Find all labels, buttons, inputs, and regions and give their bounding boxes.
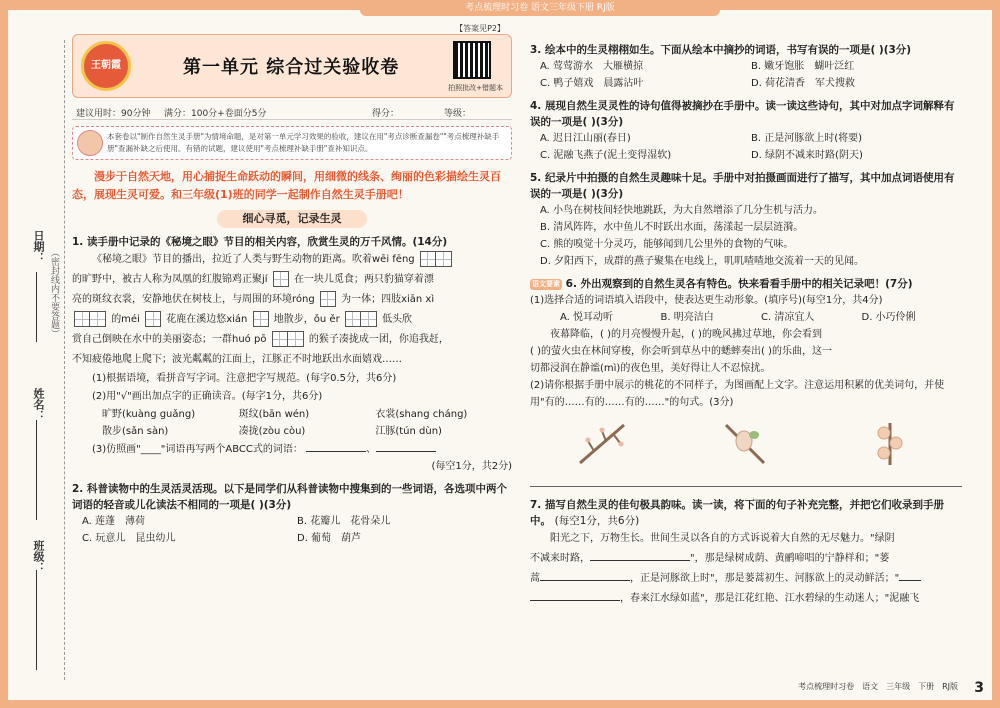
q1-sub-3-text: (3)仿照画"____"词语再写两个ABCC式的词语： xyxy=(92,444,303,455)
q1-readings xyxy=(72,423,512,440)
q1-text: 花鹿在溪边悠xián xyxy=(166,314,248,325)
name-line xyxy=(36,420,37,520)
q7-text: 蒿 xyxy=(530,573,540,584)
qr-code-icon[interactable] xyxy=(453,41,491,79)
answer-box[interactable] xyxy=(420,251,452,267)
blossom-half-open-icon xyxy=(720,419,772,467)
question-7-text: 7. 描写自然生灵的佳句极具韵味。读一读，将下面的句子补充完整，并把它们收录到手册中。 xyxy=(530,499,944,527)
intro-text: 本套卷以"制作自然生灵手册"为情境命题，是对第一单元学习效果的验收，建议在用"考点诊断查漏卷""考点梳理补缺手册"查漏补缺之后使用。有错的试题，建议使用"考点梳理补缺手册"查补知识点。 xyxy=(107,132,500,153)
option-a[interactable]: A. 迟日江山丽(春日) xyxy=(540,133,631,144)
q7-passage: 阳光之下，万物生长。世间生灵以各自的方式诉说着大自然的无尽魅力。"绿阴 xyxy=(550,533,895,544)
answer-line[interactable] xyxy=(530,473,962,487)
q1-text: 的méi xyxy=(111,314,140,325)
header xyxy=(72,24,512,98)
q1-text: 不知疲倦地爬上爬下；波光粼粼的江面上，江豚正不时地跃出水面嬉戏…… xyxy=(72,354,402,365)
option-d[interactable]: D. 夕阳西下，成群的燕子聚集在电线上，叽叽喳喳地交流着一天的见闻。 xyxy=(540,256,865,267)
option-d[interactable]: D. 葡萄 葫芦 xyxy=(297,533,362,544)
answer-box[interactable] xyxy=(253,311,269,327)
answer-blank[interactable] xyxy=(899,569,921,581)
reading-option[interactable]: 衣裳(shang cháng) xyxy=(375,409,468,420)
grade-field[interactable]: 等级： xyxy=(444,109,472,119)
q1-text: 《秘境之眼》节目的播出，拉近了人类与野生动物的距离。吹着wēi fēng xyxy=(92,254,415,265)
question-6-title xyxy=(530,276,962,292)
answer-blank[interactable] xyxy=(306,440,366,452)
avatar xyxy=(77,130,103,156)
q6-sub-1: (1)选择合适的词语填入语段中，使表达更生动形象。(填序号)(每空1分，共4分) xyxy=(530,295,883,306)
q1-readings xyxy=(72,406,512,423)
word-option: A. 悦耳动听 xyxy=(560,312,614,323)
q7-text: ，正是河豚欲上时"，那是蒌蒿初生、河豚欲上的灵动鲜活；" xyxy=(630,573,900,584)
q1-sub-1: (1)根据语境，看拼音写字词。注意把字写规范。(每字0.5分，共6分) xyxy=(92,373,397,384)
q6-passage: 切都浸润在静谧(mì)的夜色里，美好得让人不忍惊扰。 xyxy=(530,363,771,374)
peach-blossom-pictures xyxy=(530,419,962,467)
q1-text: 为一体；四肢xiān xì xyxy=(341,294,435,305)
question-7-score: (每空1分，共6分) xyxy=(554,515,640,527)
q1-sub-3: (3)仿照画"____"词语再写两个ABCC式的词语： 、 xyxy=(72,440,512,459)
q6-passage: 夜幕降临，( )的月亮慢慢升起，( )的晚风拂过草地，你会看到 xyxy=(550,329,822,340)
option-c[interactable]: C. 熊的嗅觉十分灵巧，能够闻到几公里外的食物的气味。 xyxy=(540,239,794,250)
lead-text: 漫步于自然天地，用心捕捉生命跃动的瞬间，用细微的线条、绚丽的色彩描绘生灵百态，展现生灵可爱。和三年级(1)班的同学一起制作自然生灵手册吧！ xyxy=(72,170,501,201)
q7-text: "，那是绿树成荫、黄鹂啼唱的宁静样和；"蒌 xyxy=(690,553,890,564)
reading-option[interactable]: 旷野(kuàng guǎng) xyxy=(102,409,196,420)
q1-line xyxy=(72,250,512,270)
qr-caption: 拍照批改+错题本 xyxy=(448,84,503,92)
name-label: 姓名： xyxy=(32,388,45,421)
time-label: 建议用时：90分钟 xyxy=(76,109,151,119)
option-c[interactable]: C. 鸭子嬉戏 晨露沾叶 xyxy=(540,78,644,89)
option-b[interactable]: B. 嫩牙饱胀 蝴叶泛红 xyxy=(751,61,855,72)
intro-note xyxy=(72,126,512,160)
option-a[interactable]: A. 莲蓬 薄荷 xyxy=(82,516,146,527)
q7-passage xyxy=(530,589,962,609)
word-option: C. 清凉宜人 xyxy=(761,312,815,323)
answer-box[interactable] xyxy=(345,311,377,327)
answer-box[interactable] xyxy=(320,291,336,307)
binding-strip xyxy=(8,10,68,700)
q1-line xyxy=(72,290,512,310)
blossom-open-icon xyxy=(864,419,916,467)
option-c[interactable]: C. 玩意儿 昆虫幼儿 xyxy=(82,533,176,544)
page-number: 3 xyxy=(974,680,984,696)
answer-blank[interactable] xyxy=(530,589,620,601)
answer-box[interactable] xyxy=(74,311,106,327)
q4-options xyxy=(530,147,962,164)
question-7-title xyxy=(530,497,962,529)
answer-ref: 【答案见P2】 xyxy=(455,24,505,33)
section-title: 细心寻觅，记录生灵 xyxy=(217,210,367,228)
q1-text: 在一块儿觅食；两只豹猫穿着漂 xyxy=(293,274,434,285)
q3-options xyxy=(530,75,962,92)
q7-text: ，春来江水绿如蓝"，那是江花红艳、江水碧绿的生动迷人；"泥融飞 xyxy=(620,593,920,604)
blossom-bud-icon xyxy=(576,419,628,467)
question-1-title: 1. 读手册中记录的《秘境之眼》节目的相关内容，欣赏生灵的万千风情。(14分) xyxy=(72,236,448,248)
q7-passage xyxy=(530,549,962,569)
answer-blank[interactable] xyxy=(376,440,436,452)
answer-box[interactable] xyxy=(145,311,161,327)
date-line xyxy=(36,272,37,342)
reading-option[interactable]: 斑纹(bān wén) xyxy=(238,409,310,420)
option-d[interactable]: D. 绿阴不减来时路(阴天) xyxy=(751,150,863,161)
q1-text: 的猴子凑拢成一团，你追我赶， xyxy=(308,334,449,345)
q3-options xyxy=(530,58,962,75)
q1-text: 的旷野中，被古人称为凤凰的红腹锦鸡正聚jí xyxy=(72,274,268,285)
answer-box[interactable] xyxy=(272,331,304,347)
q1-text: 地散步，ǒu ěr xyxy=(273,314,340,325)
question-5-title: 5. 纪录片中拍摄的自然生灵趣味十足。手册中对拍摄画面进行了描写，其中加点词语使用有误的一项是( )(3分) xyxy=(530,172,955,200)
option-b[interactable]: B. 正是河豚欲上时(将要) xyxy=(751,133,863,144)
class-label: 班级： xyxy=(32,540,45,573)
question-4-title: 4. 展现自然生灵灵性的诗句值得被摘抄在手册中。读一读这些诗句，其中对加点字词解释有误的一项是( )(3分) xyxy=(530,100,955,128)
q6-sub-2: (2)请你根据手册中展示的桃花的不同样子，为图画配上文字。注意运用积累的优美词句，并使用"有的……有的……有的……"的句式。(3分) xyxy=(530,380,945,408)
question-2-title: 2. 科普读物中的生灵活灵活现。以下是同学们从科普读物中搜集到的一些词语，各选项中两个词语的轻音或儿化读法不相同的一项是( )(3分) xyxy=(72,483,507,511)
q7-text: 不减来时路， xyxy=(530,553,590,564)
left-column xyxy=(72,24,512,547)
q1-score: (每空1分，共2分) xyxy=(431,461,512,472)
class-line xyxy=(36,570,37,670)
date-label: 日期： xyxy=(32,230,45,263)
answer-blank[interactable] xyxy=(540,569,630,581)
word-option: B. 明亮洁白 xyxy=(660,312,714,323)
score-total: 满分：100分+卷面分5分 xyxy=(164,109,267,119)
seal-note: （密封线内不要答题） xyxy=(49,248,59,338)
reading-option[interactable]: 散步(sǎn sàn) xyxy=(102,426,169,437)
page-title: 第一单元 综合过关验收卷 xyxy=(183,57,400,78)
score-field[interactable]: 得分： xyxy=(372,109,400,119)
q6-passage: ( )的萤火虫在林间穿梭，你会听到草丛中的蟋蟀奏出( )的乐曲，这一 xyxy=(530,346,832,357)
q1-text: 亮的斑纹衣裳，安静地伏在树枝上，与周围的环境róng xyxy=(72,294,315,305)
q4-options xyxy=(530,130,962,147)
q1-line xyxy=(72,310,512,330)
q2-options xyxy=(72,530,512,547)
q6-word-options xyxy=(530,309,962,326)
footer-text: 考点梳理时习卷 语文 三年级 下册 RJ版 xyxy=(798,682,958,691)
reading-option[interactable]: 江豚(tún dùn) xyxy=(375,426,442,437)
q1-sub-2: (2)用"√"画出加点字的正确读音。(每字1分，共6分) xyxy=(92,391,323,402)
answer-box[interactable] xyxy=(273,271,289,287)
exam-meta xyxy=(72,104,512,120)
answer-blank[interactable] xyxy=(590,549,690,561)
word-option: D. 小巧伶俐 xyxy=(861,312,916,323)
q1-line xyxy=(72,270,512,290)
q1-line xyxy=(72,330,512,350)
question-3-title: 3. 绘本中的生灵栩栩如生。下面从绘本中摘抄的词语，书写有误的一项是( )(3分) xyxy=(530,44,912,56)
q2-options xyxy=(72,513,512,530)
reading-option[interactable]: 凑拢(zòu còu) xyxy=(238,426,306,437)
q1-text: 低头欣 xyxy=(382,314,413,325)
q7-passage xyxy=(530,569,962,589)
brand-logo: 王朝霞 xyxy=(81,41,131,91)
option-a[interactable]: A. 小鸟在树枝间轻快地跳跃，为大自然增添了几分生机与活力。 xyxy=(540,205,824,216)
q1-text: 赏自己倒映在水中的美丽姿态；一群huó pō xyxy=(72,334,267,345)
option-b[interactable]: B. 清风阵阵，水中鱼儿不时跃出水面，荡漾起一层层涟漪。 xyxy=(540,222,804,233)
seal-line xyxy=(64,40,65,680)
skill-badge: 语文要素 xyxy=(532,279,560,288)
option-c[interactable]: C. 泥融飞燕子(泥土变得湿软) xyxy=(540,150,672,161)
banner: 考点梳理时习卷 语文三年级下册 RJ版 xyxy=(360,0,720,16)
option-d[interactable]: D. 荷花清香 军犬搜救 xyxy=(751,78,856,89)
question-6-text: 6. 外出观察到的自然生灵各有特色。快来看看手册中的相关记录吧！(7分) xyxy=(565,278,913,290)
option-b[interactable]: B. 花瓣儿 花骨朵儿 xyxy=(297,516,391,527)
right-column xyxy=(530,42,962,609)
option-a[interactable]: A. 莺莺游水 大雁横掠 xyxy=(540,61,644,72)
